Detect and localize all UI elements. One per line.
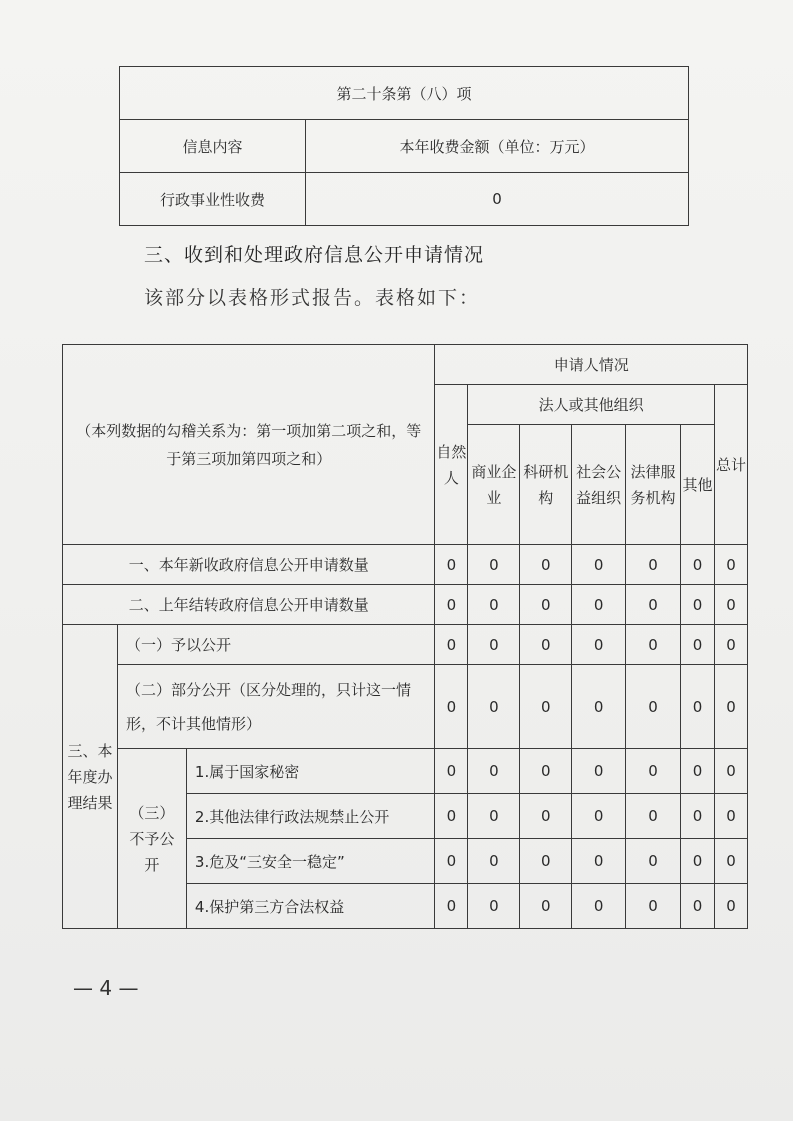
- row-label: （二）部分公开（区分处理的，只计这一情形，不计其他情形）: [117, 665, 434, 749]
- cell: 0: [714, 884, 747, 929]
- cell: 0: [520, 585, 572, 625]
- page-number: — 4 —: [73, 976, 139, 1000]
- cell: 0: [520, 749, 572, 794]
- cell: 0: [626, 884, 681, 929]
- cell: 0: [681, 749, 715, 794]
- row-label: 二、上年结转政府信息公开申请数量: [63, 585, 435, 625]
- cell: 0: [468, 839, 520, 884]
- cell: 0: [520, 884, 572, 929]
- cell: 0: [468, 545, 520, 585]
- row-label: 1.属于国家秘密: [186, 749, 435, 794]
- cell: 0: [681, 625, 715, 665]
- cell: 0: [681, 545, 715, 585]
- cell: 0: [626, 585, 681, 625]
- cell: 0: [520, 625, 572, 665]
- cell: 0: [572, 625, 626, 665]
- table-row: [63, 545, 748, 585]
- cell: 0: [435, 625, 468, 665]
- cell: 0: [714, 749, 747, 794]
- r3c-group-label: （三）不予公开: [117, 749, 186, 929]
- application-table: [62, 344, 748, 929]
- applicant-header: 申请人情况: [435, 345, 748, 385]
- cell: 0: [681, 839, 715, 884]
- row-label: 一、本年新收政府信息公开申请数量: [63, 545, 435, 585]
- cell: 0: [681, 794, 715, 839]
- cell: 0: [714, 665, 747, 749]
- table-row: [63, 749, 748, 794]
- cell: 0: [572, 545, 626, 585]
- row-label: 3.危及“三安全一稳定”: [186, 839, 435, 884]
- col-other: 其他: [681, 425, 715, 545]
- cell: 0: [714, 585, 747, 625]
- col-amount-header: 本年收费金额（单位：万元）: [306, 120, 689, 173]
- cell: 0: [435, 884, 468, 929]
- table-note: （本列数据的勾稽关系为：第一项加第二项之和，等于第三项加第四项之和）: [63, 345, 435, 545]
- cell: 0: [468, 665, 520, 749]
- cell: 0: [626, 625, 681, 665]
- cell: 0: [520, 545, 572, 585]
- cell: 0: [681, 585, 715, 625]
- cell: 0: [681, 665, 715, 749]
- cell: 0: [520, 839, 572, 884]
- col-research: 科研机构: [520, 425, 572, 545]
- cell: 0: [626, 665, 681, 749]
- row3-group-label: 三、本年度办理结果: [63, 625, 118, 929]
- cell: 0: [572, 794, 626, 839]
- cell: 0: [572, 665, 626, 749]
- cell: 0: [572, 585, 626, 625]
- total-header: 总计: [714, 385, 747, 545]
- cell: 0: [468, 884, 520, 929]
- cell: 0: [435, 794, 468, 839]
- cell: 0: [468, 585, 520, 625]
- table-row: [63, 585, 748, 625]
- col-commercial: 商业企业: [468, 425, 520, 545]
- cell: 0: [626, 839, 681, 884]
- cell: 0: [714, 794, 747, 839]
- col-public-welfare: 社会公益组织: [572, 425, 626, 545]
- cell: 0: [520, 794, 572, 839]
- cell: 0: [626, 749, 681, 794]
- section-heading: 三、收到和处理政府信息公开申请情况: [144, 244, 485, 266]
- fee-row-label: 行政事业性收费: [120, 173, 306, 226]
- cell: 0: [520, 665, 572, 749]
- cell: 0: [572, 839, 626, 884]
- cell: 0: [468, 625, 520, 665]
- natural-person-header: 自然人: [435, 385, 468, 545]
- cell: 0: [714, 545, 747, 585]
- cell: 0: [435, 665, 468, 749]
- cell: 0: [714, 839, 747, 884]
- row-label: 4.保护第三方合法权益: [186, 884, 435, 929]
- cell: 0: [626, 545, 681, 585]
- cell: 0: [435, 585, 468, 625]
- fee-row-value: 0: [306, 173, 689, 226]
- row-label: （一）予以公开: [117, 625, 434, 665]
- cell: 0: [714, 625, 747, 665]
- cell: 0: [435, 749, 468, 794]
- cell: 0: [435, 545, 468, 585]
- section-intro: 该部分以表格形式报告。表格如下：: [144, 287, 481, 309]
- org-group-header: 法人或其他组织: [468, 385, 715, 425]
- col-legal-service: 法律服务机构: [626, 425, 681, 545]
- cell: 0: [435, 839, 468, 884]
- cell: 0: [572, 884, 626, 929]
- col-content-header: 信息内容: [120, 120, 306, 173]
- cell: 0: [468, 794, 520, 839]
- fee-table-header: 第二十条第（八）项: [120, 67, 689, 120]
- cell: 0: [468, 749, 520, 794]
- table-row: [63, 665, 748, 749]
- cell: 0: [626, 794, 681, 839]
- fee-table: [119, 66, 689, 226]
- table-row: [63, 625, 748, 665]
- row-label: 2.其他法律行政法规禁止公开: [186, 794, 435, 839]
- cell: 0: [572, 749, 626, 794]
- cell: 0: [681, 884, 715, 929]
